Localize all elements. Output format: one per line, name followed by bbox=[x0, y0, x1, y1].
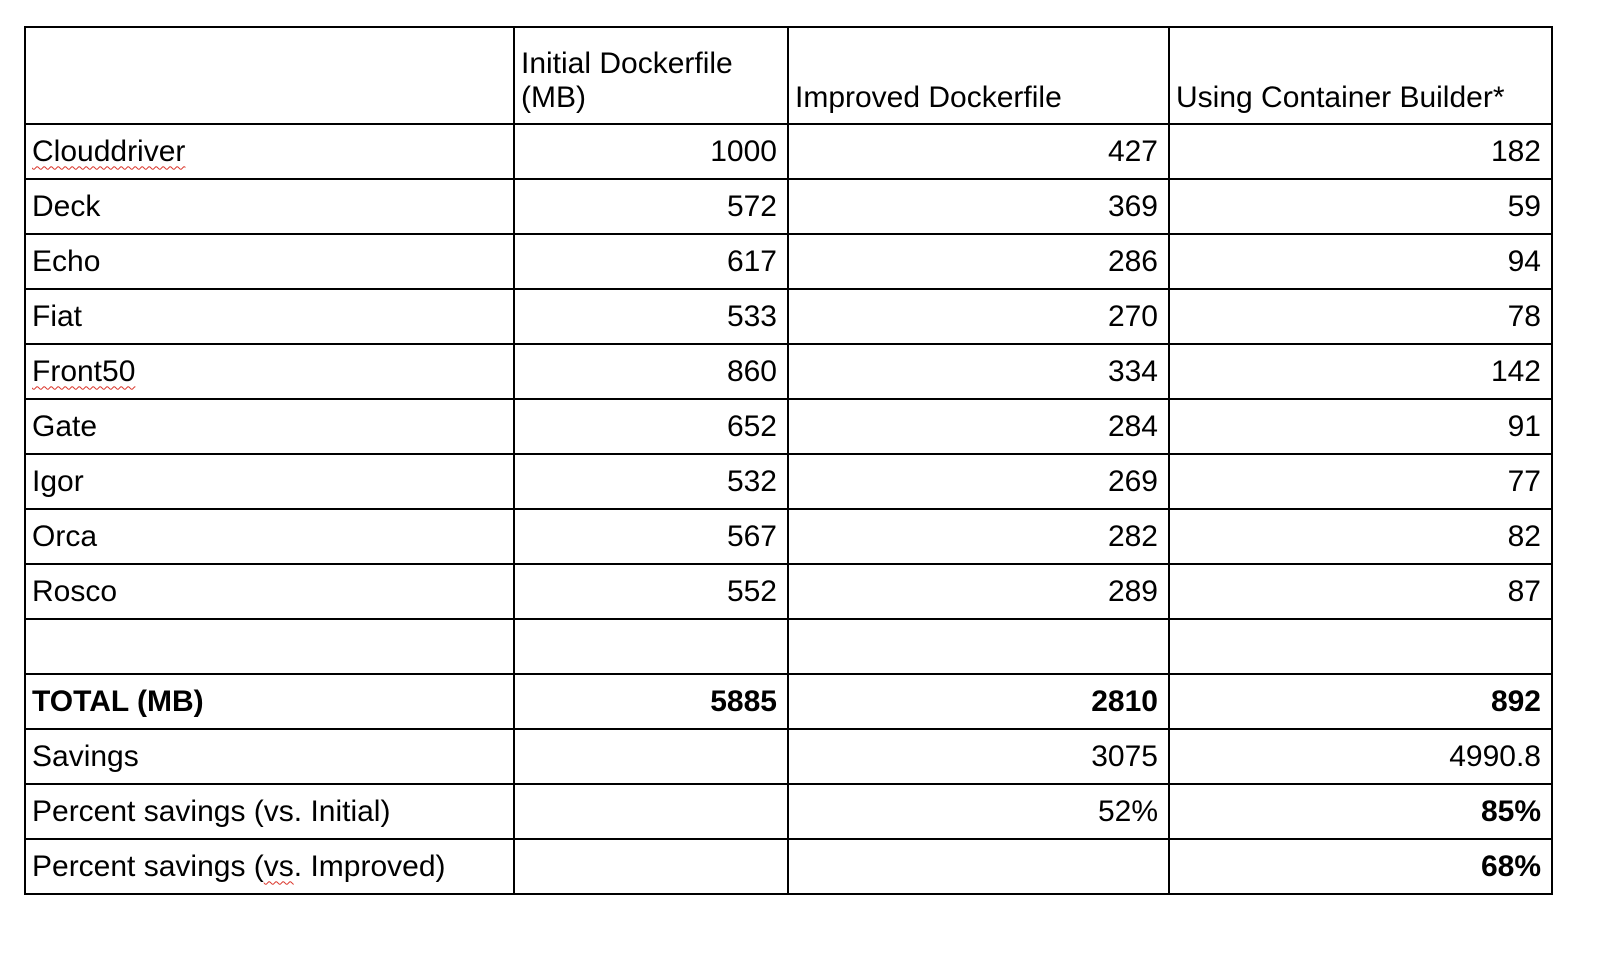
percent-initial-initial bbox=[514, 784, 788, 839]
initial-size: 860 bbox=[514, 344, 788, 399]
header-row bbox=[25, 27, 1552, 124]
service-name: Igor bbox=[25, 454, 514, 509]
improved-size: 282 bbox=[788, 509, 1169, 564]
service-name bbox=[25, 124, 514, 179]
empty-cell bbox=[788, 619, 1169, 674]
total-initial: 5885 bbox=[514, 674, 788, 729]
percent-improved-initial bbox=[514, 839, 788, 894]
table-row bbox=[25, 564, 1552, 619]
header-blank bbox=[25, 27, 514, 124]
service-name: Orca bbox=[25, 509, 514, 564]
table-row bbox=[25, 399, 1552, 454]
spellcheck-word: Clouddriver bbox=[32, 134, 186, 168]
builder-size: 59 bbox=[1169, 179, 1552, 234]
spellcheck-word: vs bbox=[263, 849, 294, 883]
initial-size: 533 bbox=[514, 289, 788, 344]
total-row bbox=[25, 674, 1552, 729]
table-row bbox=[25, 234, 1552, 289]
builder-size: 87 bbox=[1169, 564, 1552, 619]
savings-builder: 4990.8 bbox=[1169, 729, 1552, 784]
total-improved: 2810 bbox=[788, 674, 1169, 729]
service-name bbox=[25, 344, 514, 399]
total-label: TOTAL (MB) bbox=[25, 674, 514, 729]
initial-size: 532 bbox=[514, 454, 788, 509]
initial-size: 552 bbox=[514, 564, 788, 619]
initial-size: 1000 bbox=[514, 124, 788, 179]
savings-improved: 3075 bbox=[788, 729, 1169, 784]
percent-improved-row bbox=[25, 839, 1552, 894]
table-row bbox=[25, 179, 1552, 234]
label-text: . Improved) bbox=[293, 849, 446, 883]
builder-size: 91 bbox=[1169, 399, 1552, 454]
builder-size: 82 bbox=[1169, 509, 1552, 564]
percent-initial-row bbox=[25, 784, 1552, 839]
builder-size: 142 bbox=[1169, 344, 1552, 399]
service-name: Fiat bbox=[25, 289, 514, 344]
label-text: Percent savings ( bbox=[32, 849, 264, 883]
builder-size: 78 bbox=[1169, 289, 1552, 344]
percent-improved-improved bbox=[788, 839, 1169, 894]
improved-size: 269 bbox=[788, 454, 1169, 509]
improved-size: 284 bbox=[788, 399, 1169, 454]
improved-size: 334 bbox=[788, 344, 1169, 399]
improved-size: 286 bbox=[788, 234, 1169, 289]
service-name: Gate bbox=[25, 399, 514, 454]
savings-label: Savings bbox=[25, 729, 514, 784]
header-container-builder: Using Container Builder* bbox=[1169, 27, 1552, 124]
percent-initial-improved: 52% bbox=[788, 784, 1169, 839]
builder-size: 94 bbox=[1169, 234, 1552, 289]
image-size-table bbox=[24, 26, 1553, 895]
table-row bbox=[25, 124, 1552, 179]
percent-initial-builder: 85% bbox=[1169, 784, 1552, 839]
header-improved-dockerfile: Improved Dockerfile bbox=[788, 27, 1169, 124]
builder-size: 77 bbox=[1169, 454, 1552, 509]
initial-size: 567 bbox=[514, 509, 788, 564]
table-row bbox=[25, 344, 1552, 399]
table-row bbox=[25, 454, 1552, 509]
improved-size: 427 bbox=[788, 124, 1169, 179]
initial-size: 572 bbox=[514, 179, 788, 234]
builder-size: 182 bbox=[1169, 124, 1552, 179]
initial-size: 617 bbox=[514, 234, 788, 289]
empty-cell bbox=[514, 619, 788, 674]
table-row bbox=[25, 509, 1552, 564]
spellcheck-word: Front50 bbox=[32, 354, 136, 388]
table-row bbox=[25, 289, 1552, 344]
empty-cell bbox=[1169, 619, 1552, 674]
initial-size: 652 bbox=[514, 399, 788, 454]
header-initial-dockerfile: Initial Dockerfile (MB) bbox=[514, 27, 788, 124]
percent-initial-label: Percent savings (vs. Initial) bbox=[25, 784, 514, 839]
savings-initial bbox=[514, 729, 788, 784]
improved-size: 289 bbox=[788, 564, 1169, 619]
improved-size: 369 bbox=[788, 179, 1169, 234]
service-name: Echo bbox=[25, 234, 514, 289]
service-name: Deck bbox=[25, 179, 514, 234]
empty-row bbox=[25, 619, 1552, 674]
percent-improved-label bbox=[25, 839, 514, 894]
savings-row bbox=[25, 729, 1552, 784]
service-name: Rosco bbox=[25, 564, 514, 619]
percent-improved-builder: 68% bbox=[1169, 839, 1552, 894]
improved-size: 270 bbox=[788, 289, 1169, 344]
total-builder: 892 bbox=[1169, 674, 1552, 729]
empty-cell bbox=[25, 619, 514, 674]
